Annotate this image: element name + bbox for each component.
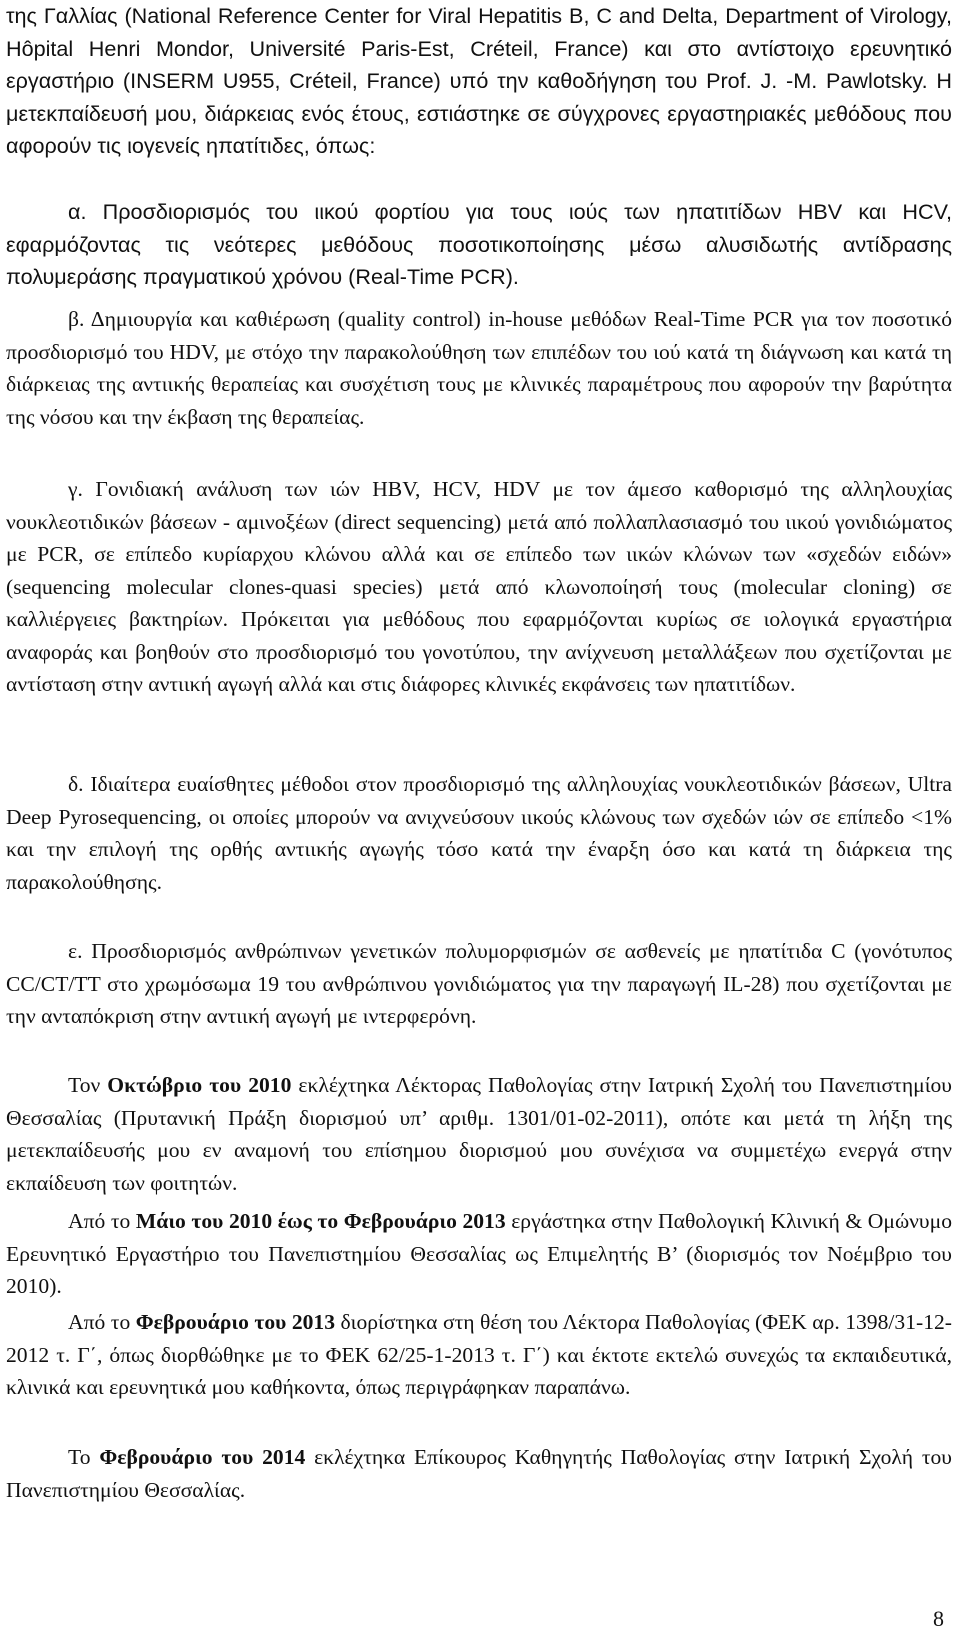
paragraph-text-pre: Από το (68, 1209, 136, 1233)
list-item-epsilon: ε. Προσδιορισμός ανθρώπινων γενετικών πολυμορφισμών σε ασθενείς με ηπατίτιδα C (γονότυπος CC/CT/TT στο χρωμόσωμα 19 του ανθρώπινου γονιδιώματος για την παραγωγή IL-28) που σχετίζονται με την ανταπόκριση στην αντιική αγωγή με ιντερφερόνη. (6, 939, 952, 1028)
paragraph-date-bold: Φεβρουάριο του 2014 (99, 1445, 306, 1469)
paragraph-text-pre: Τον (68, 1073, 108, 1097)
list-item-delta: δ. Ιδιαίτερα ευαίσθητες μέθοδοι στον προσδιορισμό της αλληλουχίας νουκλεοτιδικών βάσεων, Ultra Deep Pyrosequencing, οι οποίες μπορούν να ανιχνεύσουν ιικούς κλώνους των σχεδών ιών σε επίπεδο <1% και την επιλογή της ορθής αντιικής αγωγής τόσο κατά την έναρξη όσο και κατά τη διάρκεια της παρακολούθησης. (6, 772, 952, 894)
paragraph-text-pre: Από το (68, 1310, 136, 1334)
paragraph-text-post: εργάστηκα στην Παθολογική Κλινική & Ομώνυμο Ερευνητικό Εργαστήριο του Πανεπιστημίου Θεσσαλίας ως Επιμελητής Β’ (διορισμός τον Νοέμβριο του 2010). (6, 1209, 952, 1298)
paragraph-text-pre: Το (68, 1445, 100, 1469)
paragraph-feb-2013 (6, 1306, 952, 1404)
page-number: 8 (933, 1606, 944, 1631)
paragraph-oct-2010 (6, 1069, 952, 1199)
paragraph-text-post: εκλέχτηκα Επίκουρος Καθηγητής Παθολογίας στην Ιατρική Σχολή του Πανεπιστημίου Θεσσαλίας. (6, 1445, 952, 1502)
list-item-beta: β. Δημιουργία και καθιέρωση (quality control) in-house μεθόδων Real-Time PCR για τον ποσοτικό προσδιορισμό του HDV, με στόχο την παρακολούθηση των επιπέδων του ιού κατά τη διάγνωση και κατά τη διάρκειας της αντιικής θεραπείας και συσχέτιση τους με κλινικές παραμέτρους που αφορούν την βαρύτητα της νόσου και την έκβαση της θεραπείας. (6, 307, 952, 429)
paragraph-text-post: εκλέχτηκα Λέκτορας Παθολογίας στην Ιατρική Σχολή του Πανεπιστημίου Θεσσαλίας (Πρυτανική Πράξη διορισμού υπ’ αριθμ. 1301/01-02-2011), οπότε και μετά τη λήξη της μετεκπαίδευσής μου εν αναμονή του επίσημου διορισμού μου συνέχισα να συμμετέχω ενεργά στην εκπαίδευση των φοιτητών. (6, 1073, 953, 1195)
document-page (6, 0, 952, 1647)
paragraph-text-post: διορίστηκα στη θέση του Λέκτορα Παθολογίας (ΦΕΚ αρ. 1398/31-12-2012 τ. Γ΄, όπως διορθώθηκε με το ΦΕΚ 62/25-1-2013 τ. Γ΄) και έκτοτε εκτελώ συνεχώς τα εκπαιδευτικά, κλινικά και ερευνητικά μου καθήκοντα, όπως περιγράφηκαν παραπάνω. (6, 1310, 952, 1399)
intro-paragraph: της Γαλλίας (National Reference Center for Viral Hepatitis B, C and Delta, Department of Virology, Hôpital Henri Mondor, Université Paris-Est, Créteil, France) και στο αντίστοιχο ερευνητικό εργαστήριο (INSERM U955, Créteil, France) υπό την καθοδήγηση του Prof. J. -M. Pawlotsky. Η μετεκπαίδευσή μου, διάρκειας ενός έτους, εστιάστηκε σε σύγχρονες εργαστηριακές μεθόδους που αφορούν τις ιογενείς ηπατίτιδες, όπως: (6, 3, 952, 158)
list-item-gamma: γ. Γονιδιακή ανάλυση των ιών HBV, HCV, HDV με τον άμεσο καθορισμό της αλληλουχίας νουκλεοτιδικών βάσεων - αμινοξέων (direct sequencing) μετά από πολλαπλασιασμό του ιικού γονιδιώματος με PCR, σε επίπεδο κυρίαρχου κλώνου αλλά και σε επίπεδο των ιικών κλώνων των «σχεδών ειδών» (sequencing molecular clones-quasi species) μετά από κλωνοποίησή τους (molecular cloning) σε καλλιέργειες βακτηρίων. Πρόκειται για μεθόδους που εφαρμόζονται κυρίως σε ιολογικά εργαστήρια αναφοράς και βοηθούν στο προσδιορισμό του γονοτύπου, την ανίχνευση μεταλλάξεων που σχετίζονται με αντίσταση στην αντιική αγωγή αλλά και στις διάφορες κλινικές εκφάνσεις των ηπατιτίδων. (6, 477, 952, 696)
paragraph-may-2010 (6, 1205, 952, 1303)
paragraph-feb-2014 (6, 1441, 952, 1506)
list-item-alpha: α. Προσδιορισμός του ιικού φορτίου για τους ιούς των ηπατιτίδων HBV και HCV, εφαρμόζοντας τις νεότερες μεθόδους ποσοτικοποίησης μέσω αλυσιδωτής αντίδρασης πολυμεράσης πραγματικού χρόνου (Real-Time PCR). (6, 199, 952, 289)
paragraph-date-bold: Οκτώβριο του 2010 (107, 1073, 292, 1097)
paragraph-date-bold: Φεβρουάριο του 2013 (135, 1310, 336, 1334)
paragraph-date-bold: Μάιο του 2010 έως το Φεβρουάριο 2013 (135, 1209, 506, 1233)
